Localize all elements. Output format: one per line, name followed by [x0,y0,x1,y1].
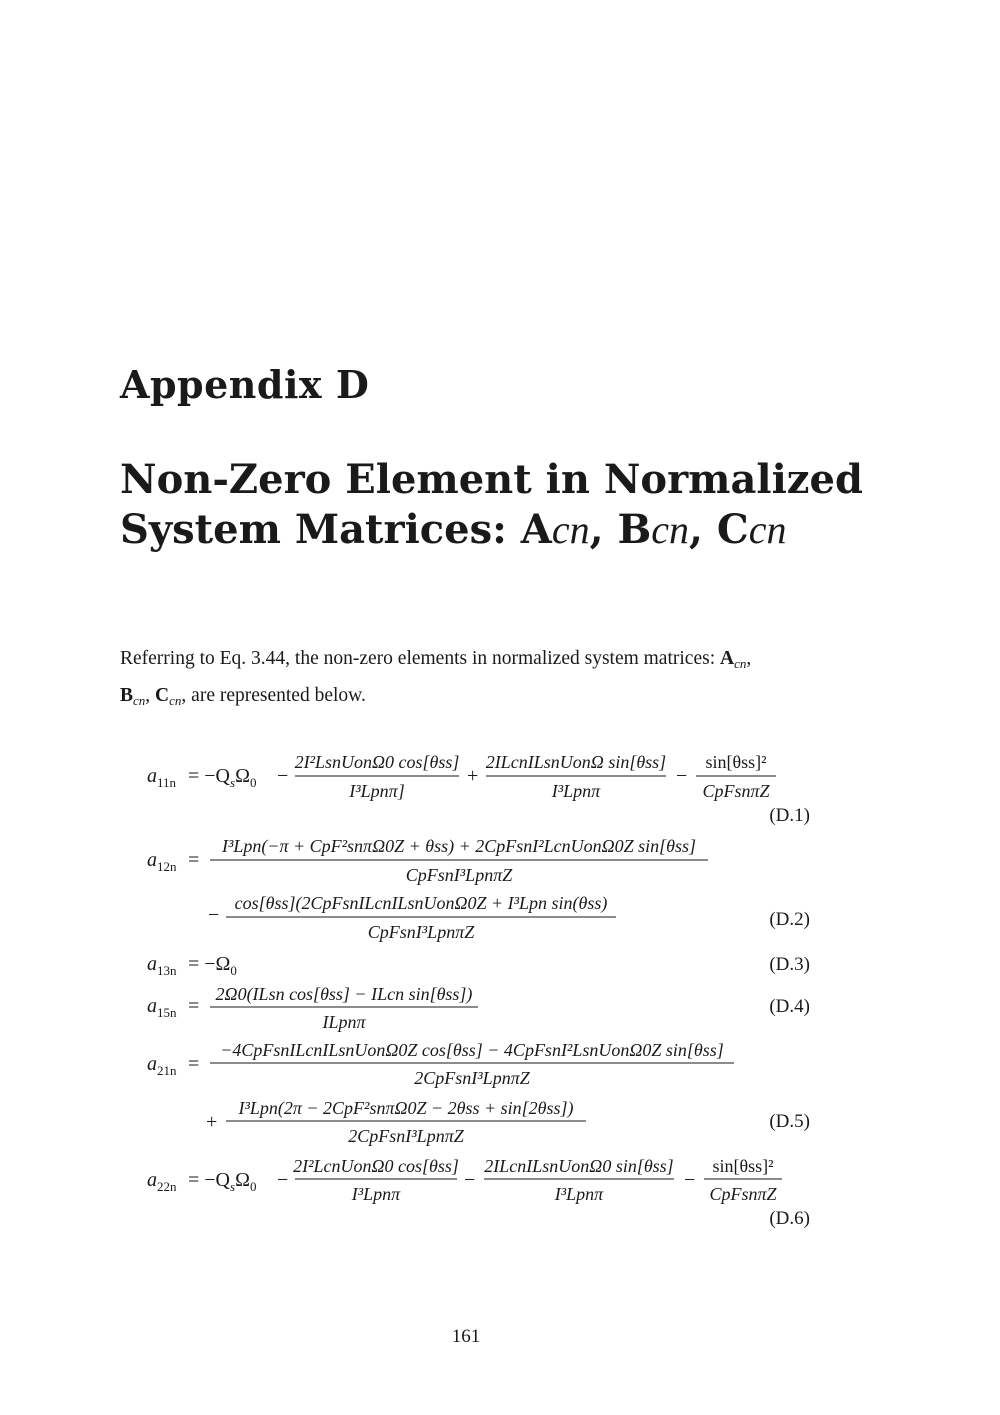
fraction-numerator: −4CpFsnILcnILsnUonΩ0Z cos[θss] − 4CpFsnI²LsnUonΩ0Z sin[θss] [220,1040,724,1060]
fraction-numerator: cos[θss](2CpFsnILcnILsnUonΩ0Z + I³Lpn sin(θss) [234,893,608,913]
fraction-numerator: sin[θss]² [705,752,767,772]
fraction-numerator: sin[θss]² [712,1156,774,1176]
intro-sep: , [145,685,156,706]
minus-sign: − [208,904,220,926]
intro-matrix-b: B [120,685,134,706]
intro-sep: , [746,648,752,669]
equation-d4 [147,984,810,1032]
fraction-numerator: 2ILcnILsnUonΩ0 sin[θss] [484,1156,674,1176]
equation-d2 [147,836,810,942]
fraction-denominator: I³Lpnπ [551,781,601,801]
title-separator: , [689,506,717,553]
lhs-var: $a_{15n}$ [147,995,177,1020]
lhs-var: $a_{22n}$ [147,1169,177,1194]
equation-d6 [147,1156,810,1229]
title-separator: , [589,506,618,553]
equation-number: (D.6) [769,1208,810,1229]
equation-d1 [147,752,810,826]
matrix-b-symbol: B [617,506,652,553]
fraction-numerator: 2Ω0(ILsn cos[θss] − ILcn sin[θss]) [215,984,473,1004]
chapter-title-prefix: System Matrices: [120,506,521,553]
minus-sign: − [464,1169,476,1191]
intro-text-part1: Referring to Eq. 3.44, the non-zero elements in normalized system matrices: [120,648,720,669]
equation-number: (D.3) [769,954,810,975]
fraction-denominator: I³Lpnπ [351,1184,401,1204]
fraction-denominator: CpFsnI³LpnπZ [405,865,513,885]
plus-sign: + [206,1111,218,1133]
lhs-var: $a_{13n}$ [147,953,177,978]
equals-sign: = [188,1053,200,1075]
intro-text-part2: , are represented below. [181,685,366,706]
chapter-title-line2 [120,505,880,555]
equation-number: (D.4) [769,996,810,1017]
lhs-var: $a_{12n}$ [147,849,177,874]
matrix-c-symbol: C [716,506,749,553]
minus-sign: − [277,1169,289,1191]
rhs-value: = $-\Omega_0$ [188,953,237,978]
equation-number: (D.5) [769,1111,810,1132]
appendix-label: Appendix D [120,362,370,407]
fraction-numerator: I³Lpn(2π − 2CpF²snπΩ0Z − 2θss + sin[2θss]) [238,1098,574,1118]
intro-paragraph [120,640,840,714]
fraction-numerator: 2I²LcnUonΩ0 cos[θss] [293,1156,459,1176]
fraction-denominator: ILpnπ [322,1012,366,1032]
lhs-var: $a_{11n}$ [147,765,177,790]
chapter-title-line1: Non-Zero Element in Normalized [120,456,863,503]
fraction-denominator: 2CpFsnI³LpnπZ [348,1126,464,1146]
matrix-b-subscript: cn [651,507,690,552]
fraction-denominator: CpFsnI³LpnπZ [367,922,475,942]
equation-d5 [147,1040,810,1146]
fraction-denominator: I³Lpnπ] [349,781,405,801]
intro-sub-a: cn [734,656,747,671]
minus-sign: − [277,765,289,787]
fraction-denominator: 2CpFsnI³LpnπZ [414,1068,530,1088]
intro-matrix-a: A [720,648,735,669]
equals-sign: = [188,849,200,871]
intro-matrix-c: C [155,685,170,706]
plus-sign: + [467,765,479,787]
fraction-denominator: I³Lpnπ [554,1184,604,1204]
minus-sign: − [684,1169,696,1191]
equals-sign: = [188,995,200,1017]
fraction-denominator: CpFsnπZ [702,781,770,801]
fraction-numerator: 2I²LsnUonΩ0 cos[θss] [294,752,460,772]
fraction-denominator: CpFsnπZ [709,1184,777,1204]
chapter-title [120,455,880,555]
fraction-numerator: I³Lpn(−π + CpF²snπΩ0Z + θss) + 2CpFsnI²LcnUonΩ0Z sin[θss] [221,836,697,856]
equation-number: (D.2) [769,909,810,930]
term-first: = $-Q_s\Omega_0$ [188,765,257,790]
equation-number: (D.1) [769,805,810,826]
minus-sign: − [676,765,688,787]
matrix-a-symbol: A [520,506,552,553]
lhs-var: $a_{21n}$ [147,1053,177,1078]
fraction-numerator: 2ILcnILsnUonΩ sin[θss] [485,752,667,772]
equations-block [0,740,1000,1240]
equation-d3 [147,953,810,978]
matrix-a-subscript: cn [551,507,590,552]
intro-sub-c: cn [169,693,182,708]
matrix-c-subscript: cn [748,507,787,552]
page-number: 161 [451,1326,481,1347]
intro-sub-b: cn [133,693,146,708]
term-first: = $-Q_s\Omega_0$ [188,1169,257,1194]
